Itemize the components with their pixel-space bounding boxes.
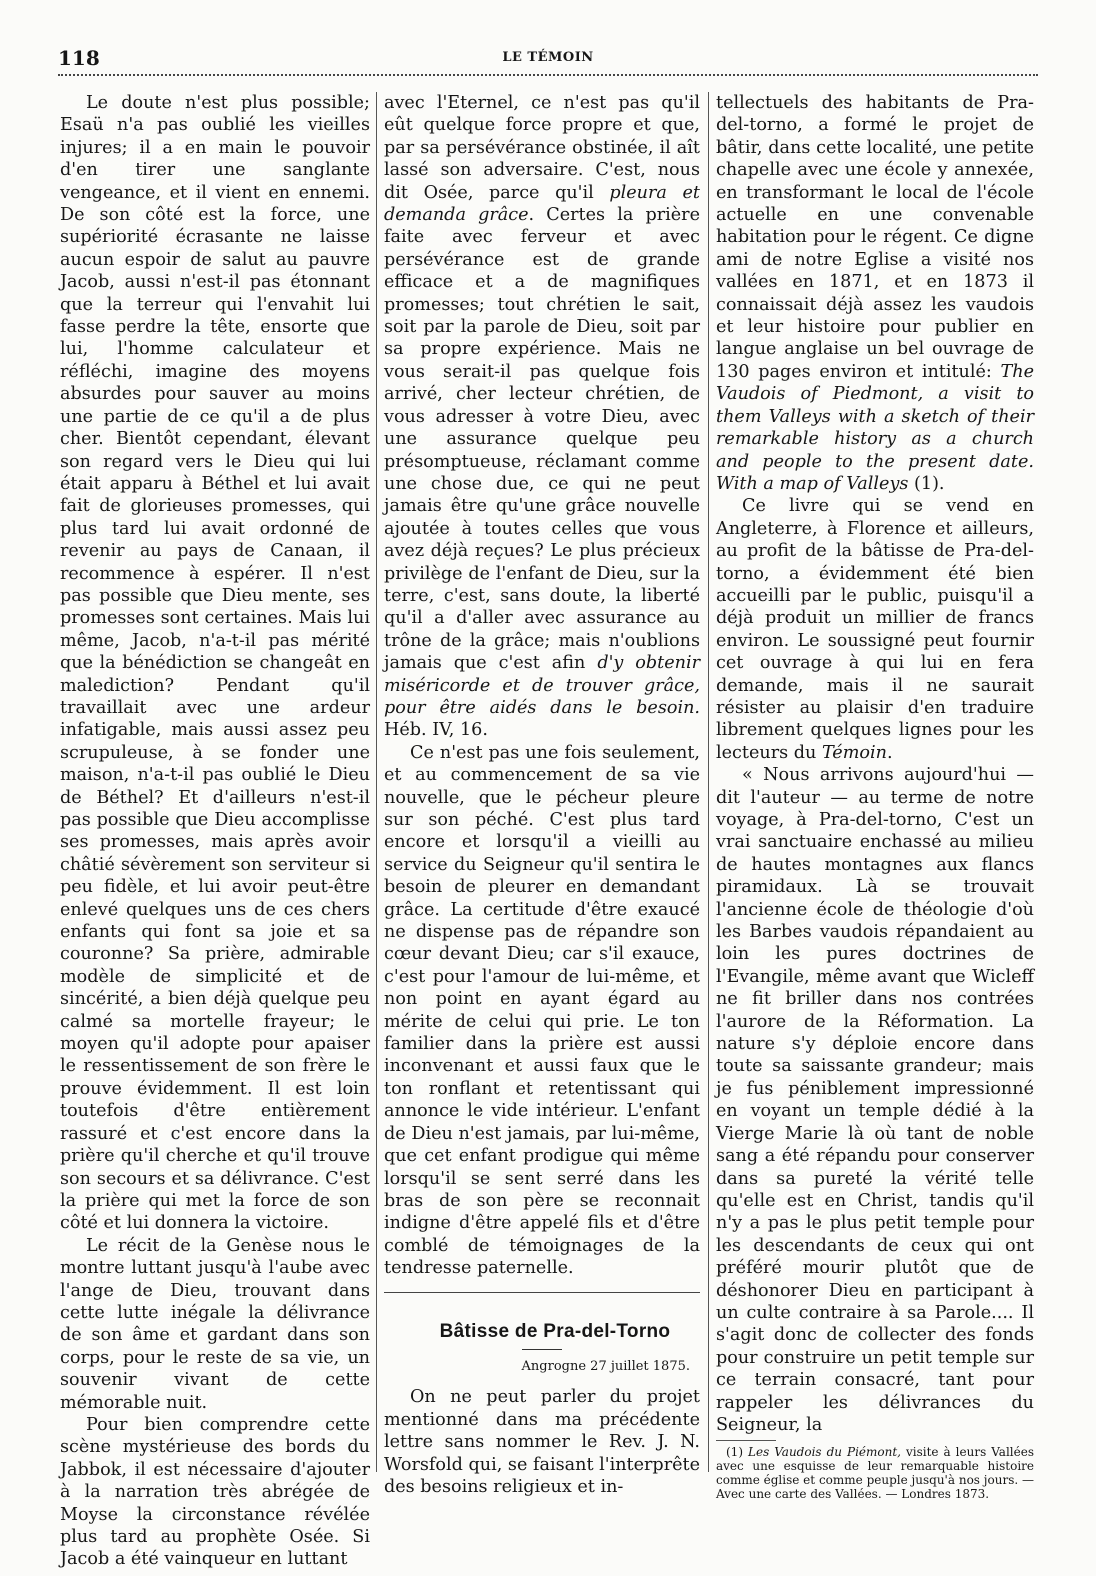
italic-text: Témoin [821,742,887,763]
footnote-mark: (1) [726,1445,748,1460]
text-run: visite à leurs Vallées avec une esquisse de leur remarquable histoire comme église et comme peuple jusqu'à nos jours. — Avec une carte des Vallées. — Londres 1873. [716,1445,1034,1502]
italic-text: d'y obtenir miséricorde et de trouver grâce, pour être aidés dans le besoin. [384,653,700,718]
column-3 [716,92,1034,1501]
column-divider [376,92,377,1472]
paragraph: Pour bien comprendre cette scène mystérieuse des bords du Jabbok, il est nécessaire d'ajouter à la narration très abrégée de Moyse la circonstance révélée plus tard au prophète Osée. Si Jacob a été vainqueur en luttant [60,1414,370,1570]
italic-text: pleura et demanda grâce [384,182,700,226]
paragraph [716,495,1034,764]
header-rule [58,74,1038,76]
running-title: LE TÉMOIN [502,50,594,65]
bible-reference: Héb. IV, 16. [384,720,488,741]
paragraph: Le doute n'est plus possible; Esaü n'a pas oublié les vieilles injures; il a en main le pouvoir d'en tirer une sanglante vengeance, et il vient en ennemi. De son côté est la force, une supériorité écrasante ne laisse aucun espoir de salut au pauvre Jacob, aussi n'est-il pas étonnant que la terreur qui l'envahit lui fasse perdre la tête, ensorte que lui, l'homme calculateur et réfléchi, imagine des moyens absurdes pour sauver au moins une partie de ce qu'il a de plus cher. Bientôt cependant, élevant son regard vers le Dieu qui lui était apparu à Béthel et lui avait fait de glorieuses promesses, qui plus tard lui avait ordonné de revenir au pays de Canaan, il recommence à espérer. Il n'est pas possible que Dieu mente, ses promesses sont certaines. Mais lui même, Jacob, n'a-t-il pas mérité que la bénédiction se changeât en malediction? Pendant qu'il travaillait avec une ardeur infatigable, mais aussi assez peu scrupuleuse, à se fonder une maison, n'a-t-il pas oublié le Dieu de Béthel? Et d'ailleurs n'est-il pas possible que Dieu accomplisse ses promesses, mais après avoir châtié sévèrement son serviteur si peu fidèle, et lui avoir peut-être enlevé quelques uns de ces chers enfants qui font sa joie et sa couronne? Sa prière, admirable modèle de simplicité et de sincérité, a bien déjà quelque peu calmé sa mortelle frayeur; le moyen qu'il adopte pour apaiser le ressentissement de son frère le prouve évidemment. Il est loin toutefois d'être entièrement rassuré et c'est encore dans la prière qu'il cherche et qu'il trouve son secours et sa délivrance. C'est la prière qui met la force de son côté et lui donnera la victoire. [60,93,370,1234]
section-divider [384,1292,700,1293]
text-run: . Certes la prière faite avec ferveur et avec persévérance est de grande efficace et a de magnifiques promesses; tout chrétien le sait, soit par la parole de Dieu, soit par sa propre expérience. Mais ne vous serait-il pas quelque fois arrivé, cher lecteur chrétien, de vous adresser à votre Dieu, avec une assurance quelque peu présomptueuse, réclamant comme une chose due, ce qui ne peut jamais être qu'une grâce nouvelle ajoutée à toutes celles que vous avez déjà reçues? Le plus précieux privilège de l'enfant de Dieu, sur la terre, c'est, sans doute, la liberté qu'il a d'aller avec assurance au trône de la grâce; mais n'oublions jamais que c'est afin [384,205,700,674]
italic-text: Les Vaudois du Piémont, [748,1445,901,1460]
paragraph: Le récit de la Genèse nous le montre luttant jusqu'à l'aube avec l'ange de Dieu, trouvant dans cette lutte inégale la délivrance de son âme et gardant dans son corps, pour le reste de sa vie, un souvenir vivant de cette mémorable nuit. [60,1235,370,1413]
footnote-rule [716,1440,776,1441]
paragraph: Ce n'est pas une fois seulement, et au commencement de sa vie nouvelle, que le pécheur pleure sur son péché. C'est plus tard encore et lorsqu'il a vieilli au service du Seigneur qu'il sentira le besoin de pleurer en demandant grâce. La certitude d'être exaucé ne dispense pas de répandre son cœur devant Dieu; car s'il exauce, c'est pour l'amour de lui-même, et non point en ayant égard au mérite de celui qui prie. Le ton familier dans la prière est aussi inconvenant et aussi faux que le ton ronflant et retentissant qui annonce le vide intérieur. L'enfant de Dieu n'est jamais, par lui-même, que cet enfant prodigue qui même lorsqu'il se sent serré dans les bras de son père se reconnait indigne d'être appelé fils et d'être comblé de témoignages de la tendresse paternelle. [384,742,700,1279]
footnote-reference: (1). [908,473,945,494]
column-2 [384,92,700,1498]
page-header [58,46,1038,68]
column-1 [60,92,370,1571]
text-run: tellectuels des habitants de Pra-del-torno, a formé le projet de bâtir, dans cette localité, une petite chapelle avec une école y annexée, en transformant le local de l'école actuelle en une convenable habitation pour le régent. Ce digne ami de notre Eglise a visité nos vallées en 1871, et en 1873 il connaissait déjà assez les vaudois et leur histoire pour publier en langue anglaise un bel ouvrage de 130 pages environ et intitulé: [716,93,1034,382]
paragraph: On ne peut parler du projet mentionné dans ma précédente lettre sans nommer le Rev. J. N. Worsfold qui, se faisant l'interprête des besoins religieux et in- [384,1387,700,1497]
article-title: Bâtisse de Pra-del-Torno [439,1320,671,1342]
dateline: Angrogne 27 juillet 1875. [521,1358,690,1374]
column-divider [708,92,709,1472]
paragraph: « Nous arrivons aujourd'hui — dit l'auteur — au terme de notre voyage, à Pra-del-torno, C'est un vrai sanctuaire enchassé au milieu de hautes montagnes aux flancs piramidaux. Là se trouvait l'ancienne école de théologie d'où les Barbes vaudois répandaient au loin les pures doctrines de l'Evangile, même avant que Wicleff ne fit briller dans nos contrées l'aurore de la Réformation. La nature s'y déploie encore dans toute sa saissante grandeur; mais je fus péniblement impressionné en voyant un temple dédié à la Vierge Marie là où tant de noble sang a été répandu pour conserver dans sa pureté la vérité telle qu'elle est en Christ, tandis qu'il n'y a pas le plus petit temple pour les descendants de ceux qui ont préféré mourir plutôt que de déshonorer Dieu en participant à un culte contraire à sa Parole.... Il s'agit donc de collecter des fonds pour construire un petit temple sur ce terrain consacré, tant pour rappeler les délivrances du Seigneur, la [716,765,1034,1435]
text-run: . [886,742,893,763]
text-run: avec l'Eternel, ce n'est pas qu'il eût quelque force propre et que, par sa persévérance obstinée, il aît lassé son adversaire. C'est, nous dit Osée, parce qu'il [384,93,700,203]
paragraph [384,92,700,742]
paragraph [716,92,1034,495]
footnote-text [716,1445,1034,1501]
footnote [716,1445,1034,1501]
title-rule [522,1349,562,1350]
text-run: Ce livre qui se vend en Angleterre, à Florence et ailleurs, au profit de la bâtisse de Pra-del-torno, a évidemment été bien accueilli par le public, puisqu'il a déjà produit un millier de francs environ. Le soussigné peut fournir cet ouvrage à qui lui en fera demande, mais il ne saurait résister au plaisir d'en traduire librement quelques lignes pour les lecteurs du [716,496,1034,763]
italic-book-title: The Vaudois of Piedmont, a visit to them Valleys with a sketch of their remarkable history as a church and people to the present date. With a map of Valleys [716,361,1034,494]
page-number: 118 [58,46,100,70]
